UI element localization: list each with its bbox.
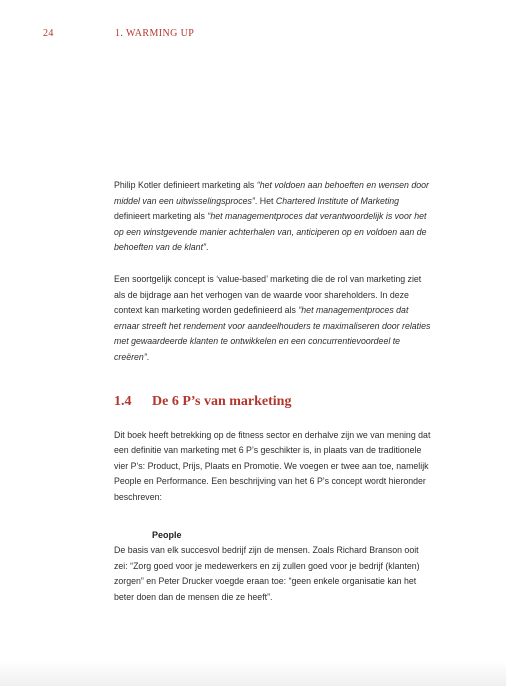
page-content	[114, 178, 434, 605]
text: Een soortgelijk concept is ‘value-based’ marketing die de rol van marketing ziet als de bijdrage aan het verhogen van de waarde voor shareholders. In deze context kan marketing worden gedefinieerd als	[114, 273, 422, 316]
section-number: 1.4	[114, 393, 132, 409]
quote-kotler: “het voldoen aan behoeften en wensen door middel van een uitwisselingsproces”	[114, 180, 429, 206]
paragraph-six-ps: Dit boek heeft betrekking op de fitness sector en derhalve zijn we van mening dat een definitie van marketing met 6 P’s geschikter is, in plaats van de traditionele vier P’s: Product, Prijs, Plaats en Promotie. We voegen er twee aan toe, namelijk People en Performance. Een beschrijving van het 6 P’s concept wordt hieronder beschreven:	[114, 429, 431, 502]
text: Philip Kotler definieert marketing als	[114, 180, 257, 190]
page-number: 24	[43, 28, 54, 39]
paragraph-kotler-definition	[114, 178, 434, 256]
section-title: De 6 P’s van marketing	[152, 393, 292, 409]
page-bottom-shade	[0, 660, 506, 686]
running-header	[43, 28, 486, 42]
chapter-title: 1. WARMING UP	[115, 28, 195, 39]
quote-value-based: “het managementproces dat ernaar streeft het rendement voor aandeelhouders te maximaliseren door relaties met gewaardeerde klanten te ontwikkelen en een concurrentievoordeel te creëren”	[114, 305, 431, 362]
text: .	[205, 242, 209, 253]
institute-name: Chartered Institute of Marketing	[275, 195, 400, 206]
section-heading	[114, 394, 434, 410]
quote-institute: “het managementproces dat verantwoordelijk is voor het op een winstgevende manier achterhalen van, anticiperen op en voldoen aan de behoeften van de klant”	[114, 211, 427, 253]
text: .	[146, 351, 150, 362]
paragraph-people: De basis van elk succesvol bedrijf zijn de mensen. Zoals Richard Branson ooit zei: “Zorg goed voor je medewerkers en zij zullen goed voor je bedrijf (klanten) zorgen” en Peter Drucker voegde eraan toe: “geen enkele organisatie kan het beter doen dan de mensen die ze heeft”.	[114, 545, 420, 602]
text: definieert marketing als	[114, 211, 208, 222]
paragraph-value-based	[114, 272, 434, 366]
text: . Het	[254, 195, 276, 206]
subheading-people: People	[152, 529, 182, 540]
